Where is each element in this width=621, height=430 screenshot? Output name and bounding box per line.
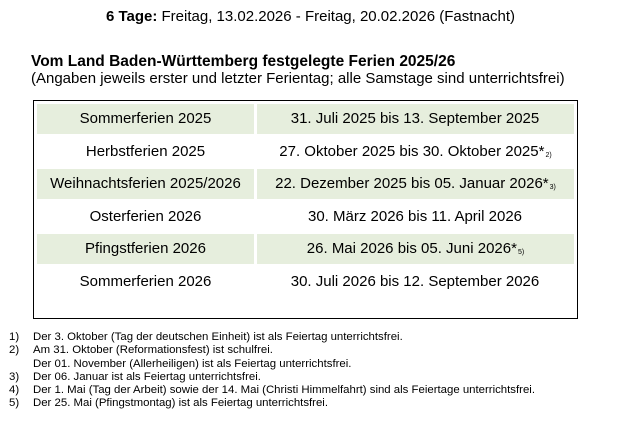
dates-text: 27. Oktober 2025 bis 30. Oktober 2025	[279, 142, 539, 160]
footnote-star: *	[542, 175, 549, 193]
footnote-number: 1)	[9, 331, 20, 343]
holiday-dates	[257, 169, 574, 199]
footnote-star: *	[538, 142, 545, 160]
fastnacht-line	[0, 8, 621, 25]
holiday-name: Osterferien 2026	[89, 207, 202, 225]
footnote-text: Der 3. Oktober (Tag der deutschen Einheit) ist als Feiertag unterrichtsfrei.	[33, 331, 403, 343]
dates-text: 26. Mai 2026 bis 05. Juni 2026	[306, 240, 512, 258]
footnote-number: 5)	[9, 397, 20, 410]
holiday-dates	[257, 202, 574, 232]
footnote-ref: 3)	[549, 184, 556, 192]
holiday-name: Pfingstferien 2026	[37, 234, 254, 264]
dates-text: 22. Dezember 2025 bis 05. Januar 2026	[275, 175, 543, 193]
page-subtitle: (Angaben jeweils erster und letzter Ferientag; alle Samstage sind unterrichtsfrei)	[31, 70, 565, 87]
footnote-text: Der 06. Januar ist als Feiertag unterrichtsfrei.	[33, 370, 261, 383]
footnote-ref: 2)	[545, 151, 552, 159]
table-row	[37, 267, 574, 297]
holiday-name: Herbstferien 2025	[85, 142, 206, 160]
footnote-number: 2)	[9, 344, 20, 357]
table-row	[37, 169, 574, 199]
footnote-text: Der 25. Mai (Pfingstmontag) ist als Feiertag unterrichtsfrei.	[33, 397, 328, 410]
dates-text: 30. Juli 2026 bis 12. September 2026	[290, 272, 540, 290]
holiday-name: Weihnachtsferien 2025/2026	[37, 169, 254, 199]
fastnacht-dates: Freitag, 13.02.2026 - Freitag, 20.02.2026 (Fastnacht)	[161, 8, 516, 25]
holiday-name: Sommerferien 2025	[37, 104, 254, 134]
holiday-dates	[257, 104, 574, 134]
footnote-star: *	[511, 240, 517, 258]
table-row	[37, 137, 574, 167]
table-row	[37, 202, 574, 232]
holiday-name: Sommerferien 2026	[79, 272, 212, 290]
footnote-text: Der 01. November (Allerheiligen) ist als Feiertag unterrichtsfrei.	[33, 357, 352, 370]
footnote-text: Am 31. Oktober (Reformationsfest) ist schulfrei.	[33, 344, 273, 357]
dates-text: 31. Juli 2025 bis 13. September 2025	[290, 110, 540, 128]
footnote-number: 3)	[9, 370, 20, 383]
table-row	[37, 104, 574, 134]
dates-text: 30. März 2026 bis 11. April 2026	[307, 207, 523, 225]
holiday-dates	[257, 137, 574, 167]
footnote-text: Der 1. Mai (Tag der Arbeit) sowie der 14. Mai (Christi Himmelfahrt) sind als Feiertage unterrichtsfrei.	[33, 384, 535, 397]
holiday-table	[33, 100, 578, 319]
holiday-dates	[257, 234, 574, 264]
table-row	[37, 234, 574, 264]
holiday-dates	[257, 267, 574, 297]
footnote-ref: 5)	[517, 249, 525, 257]
page-title: Vom Land Baden-Württemberg festgelegte Ferien 2025/26	[31, 53, 456, 70]
footnote-number: 4)	[9, 384, 20, 397]
fastnacht-label: 6 Tage:	[105, 8, 158, 25]
